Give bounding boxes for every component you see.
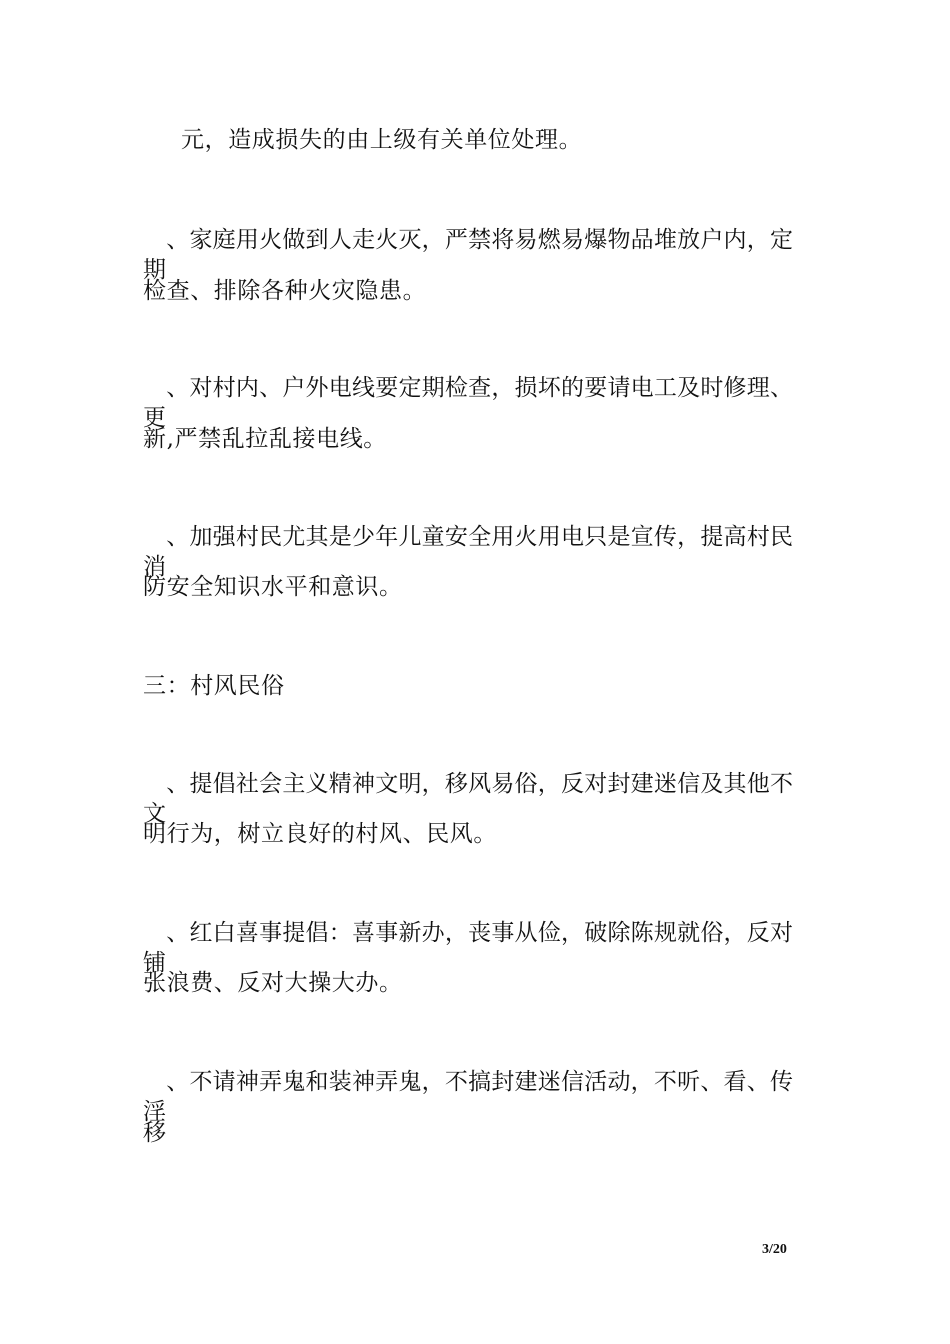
paragraph-line: 、不请神弄鬼和装神弄鬼，不搞封建迷信活动，不听、看、传淫 — [143, 1069, 793, 1125]
paragraph-line: 、对村内、户外电线要定期检查，损坏的要请电工及时修理、更 — [143, 375, 793, 431]
paragraph-line: 、提倡社会主义精神文明，移风易俗，反对封建迷信及其他不文 — [143, 771, 793, 827]
paragraph-line: 、家庭用火做到人走火灭，严禁将易燃易爆物品堆放户内，定期 — [143, 227, 793, 283]
page-number: 3/20 — [762, 1242, 787, 1257]
paragraph-line: 防安全知识水平和意识。 — [143, 574, 403, 600]
paragraph-line: 检查、排除各种火灾隐患。 — [143, 278, 427, 304]
paragraph-line: 明行为，树立良好的村风、民风。 — [143, 821, 497, 847]
paragraph-line: 、红白喜事提倡：喜事新办，丧事从俭，破除陈规就俗，反对铺 — [143, 920, 793, 976]
paragraph-line: 移 — [143, 1120, 167, 1146]
paragraph-line: 张浪费、反对大操大办。 — [143, 970, 403, 996]
paragraph-line: 元，造成损失的由上级有关单位处理。 — [181, 127, 583, 153]
paragraph-line: 新,严禁乱拉乱接电线。 — [143, 426, 387, 452]
section-heading: 三：村风民俗 — [143, 673, 285, 699]
paragraph-line: 、加强村民尤其是少年儿童安全用火用电只是宣传，提高村民消 — [143, 524, 793, 580]
